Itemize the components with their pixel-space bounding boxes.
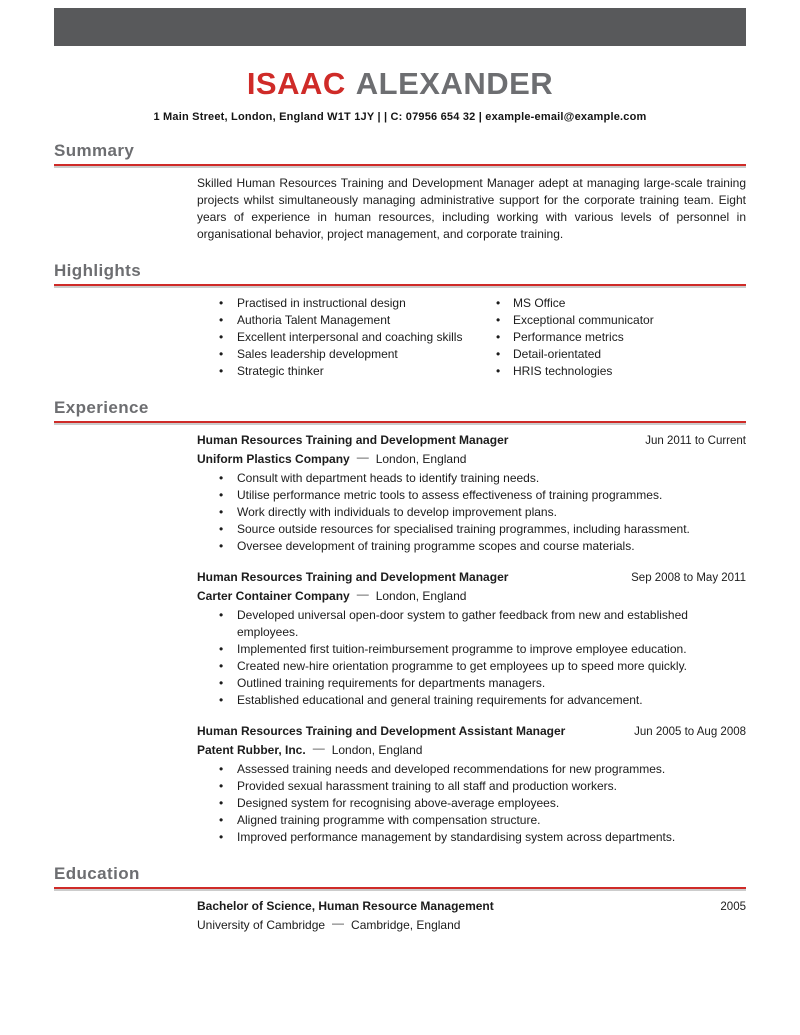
highlight-item: • Performance metrics <box>495 329 746 346</box>
job-bullet: • Developed universal open-door system to gather feedback from new and established employees. <box>197 607 746 641</box>
graduation-year: 2005 <box>720 901 746 913</box>
job-bullet: • Implemented first tuition-reimbursement programme to improve employee education. <box>197 641 746 658</box>
job-bullet: • Oversee development of training programme scopes and course materials. <box>197 538 746 555</box>
job-title: Human Resources Training and Development Manager <box>197 433 509 447</box>
job-location: London, England <box>375 452 467 466</box>
experience-heading: Experience <box>54 398 149 417</box>
company-name: Patent Rubber, Inc. <box>197 743 306 757</box>
job-bullet: • Outlined training requirements for departments managers. <box>197 675 746 692</box>
company-location-separator: — <box>356 587 369 601</box>
candidate-last-name: ALEXANDER <box>355 66 554 101</box>
job-location: London, England <box>375 589 467 603</box>
company-location-separator: — <box>356 450 369 464</box>
job-title: Human Resources Training and Development Assistant Manager <box>197 724 566 738</box>
job-dates: Sep 2008 to May 2011 <box>631 572 746 584</box>
job-bullet: • Consult with department heads to identify training needs. <box>197 470 746 487</box>
experience-entry <box>197 432 746 555</box>
job-bullet: • Designed system for recognising above-average employees. <box>197 795 746 812</box>
job-bullet: • Established educational and general training requirements for advancement. <box>197 692 746 709</box>
highlights-heading: Highlights <box>54 261 142 280</box>
section-education <box>54 864 746 934</box>
job-bullet: • Work directly with individuals to develop improvement plans. <box>197 504 746 521</box>
job-bullet: • Source outside resources for specialised training programmes, including harassment. <box>197 521 746 538</box>
job-bullet: • Created new-hire orientation programme to get employees up to speed more quickly. <box>197 658 746 675</box>
header-bar <box>54 8 746 46</box>
highlight-item: • MS Office <box>495 295 746 312</box>
school-location: Cambridge, England <box>351 918 461 932</box>
degree-title: Bachelor of Science, Human Resource Management <box>197 899 494 913</box>
highlight-item: • Strategic thinker <box>197 363 495 380</box>
highlight-item: • Authoria Talent Management <box>197 312 495 329</box>
candidate-name <box>54 66 746 102</box>
section-experience <box>54 398 746 846</box>
experience-entry <box>197 569 746 709</box>
job-bullet: • Provided sexual harassment training to all staff and production workers. <box>197 778 746 795</box>
highlight-item: • Exceptional communicator <box>495 312 746 329</box>
job-dates: Jun 2005 to Aug 2008 <box>634 726 746 738</box>
job-bullet: • Utilise performance metric tools to assess effectiveness of training programmes. <box>197 487 746 504</box>
job-bullet: • Improved performance management by standardising system across departments. <box>197 829 746 846</box>
job-title: Human Resources Training and Development Manager <box>197 570 509 584</box>
highlight-item: • Practised in instructional design <box>197 295 495 312</box>
summary-heading: Summary <box>54 141 135 160</box>
job-dates: Jun 2011 to Current <box>645 435 746 447</box>
job-bullet: • Assessed training needs and developed recommendations for new programmes. <box>197 761 746 778</box>
section-summary <box>54 141 746 243</box>
highlights-left-column <box>197 295 495 380</box>
section-highlights <box>54 261 746 380</box>
school-location-separator: — <box>332 916 345 930</box>
highlight-item: • Excellent interpersonal and coaching skills <box>197 329 495 346</box>
school-name: University of Cambridge <box>197 918 326 932</box>
job-bullet: • Aligned training programme with compensation structure. <box>197 812 746 829</box>
highlight-item: • Detail-orientated <box>495 346 746 363</box>
job-location: London, England <box>331 743 423 757</box>
candidate-first-name: ISAAC <box>246 66 346 101</box>
company-location-separator: — <box>312 741 325 755</box>
highlight-item: • HRIS technologies <box>495 363 746 380</box>
company-name: Carter Container Company <box>197 589 350 603</box>
experience-entry <box>197 723 746 846</box>
highlights-right-column <box>495 295 746 380</box>
contact-line: 1 Main Street, London, England W1T 1JY | | C: 07956 654 32 | example-email@example.com <box>153 111 647 123</box>
company-name: Uniform Plastics Company <box>197 452 350 466</box>
summary-text: Skilled Human Resources Training and Development Manager adept at managing large-scale training projects whilst simultaneously managing administrative support for the corporate training team. Eight years of experience in human resources, including working with various levels of personnel in organisational behavior, project management, and corporate training. <box>197 176 746 241</box>
highlight-item: • Sales leadership development <box>197 346 495 363</box>
education-heading: Education <box>54 864 140 883</box>
